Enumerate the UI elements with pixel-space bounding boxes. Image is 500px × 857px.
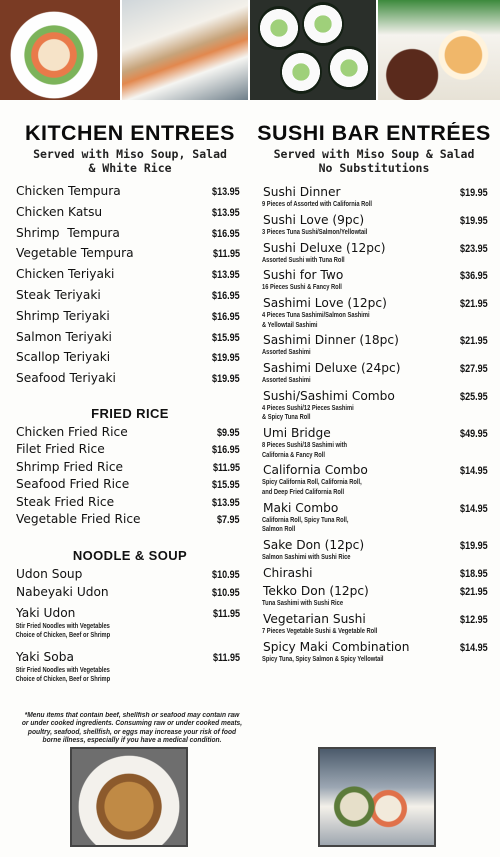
menu-item (14, 184, 246, 205)
sushi-bar-entrees-title: SUSHI BAR ENTRÉES (257, 122, 491, 145)
menu-item-with-desc (258, 538, 490, 561)
item-price: $13.95 (212, 496, 240, 509)
noodle-soup-heading: NOODLE & SOUP (72, 547, 188, 563)
item-price: $16.95 (212, 227, 240, 240)
item-price: $18.95 (460, 567, 488, 580)
item-description: California & Fancy Roll (262, 449, 325, 459)
menu-item-with-desc (258, 333, 490, 356)
item-price: $49.95 (460, 428, 488, 441)
menu-item-with-desc (258, 584, 490, 607)
item-price: $11.95 (212, 461, 240, 474)
item-name: Nabeyaki Udon (16, 584, 109, 599)
item-name: Yaki Udon (16, 605, 76, 620)
item-description: Stir Fried Noodles with Vegetables (15, 620, 110, 630)
item-name: Sushi Love (9pc) (263, 212, 365, 227)
item-price: $10.95 (212, 568, 240, 581)
fried-rice-list (14, 425, 246, 530)
item-description: 9 Pieces of Assorted with California Roll (262, 199, 373, 208)
item-name: Steak Teriyaki (16, 287, 101, 302)
menu-item (258, 426, 490, 440)
kitchen-menu-list (14, 184, 246, 392)
item-name: Udon Soup (16, 566, 83, 581)
item-description: & Spicy Tuna Roll (262, 412, 311, 422)
menu-item (14, 205, 246, 226)
item-name: Yaki Soba (16, 649, 74, 664)
item-description: 3 Pieces Tuna Sushi/Salmon/Yellowtail (262, 226, 368, 236)
item-description: Assorted Sushi with Tuna Roll (262, 254, 345, 264)
item-price: $7.95 (217, 514, 240, 527)
menu-item (14, 350, 246, 371)
item-name: Vegetable Fried Rice (16, 512, 141, 527)
item-description: Choice of Chicken, Beef or Shrimp (15, 674, 111, 684)
menu-item (258, 241, 490, 255)
item-price: $36.95 (460, 270, 488, 283)
item-description: Assorted Sashimi (262, 347, 311, 357)
menu-item (258, 584, 490, 598)
menu-item (14, 267, 246, 288)
item-name: Seafood Teriyaki (16, 371, 116, 386)
item-name: Sake Don (12pc) (263, 537, 365, 552)
item-name: Sushi/Sashimi Combo (263, 388, 395, 403)
item-price: $19.95 (212, 352, 240, 365)
sushi-column (258, 122, 490, 667)
item-price: $9.95 (217, 426, 240, 439)
item-price: $19.95 (460, 187, 488, 199)
item-name: Vegetable Tempura (16, 246, 134, 261)
menu-item (258, 463, 490, 477)
item-name: Umi Bridge (263, 426, 331, 441)
sushi-roll-plate-photo (318, 747, 436, 847)
menu-item-with-desc (258, 268, 490, 291)
menu-item-with-desc (14, 606, 246, 640)
menu-item (14, 309, 246, 330)
menu-item-with-desc (258, 426, 490, 459)
item-description: Tuna Sashimi with Sushi Rice (262, 597, 344, 607)
item-price: $15.95 (212, 479, 240, 492)
item-price: $16.95 (212, 289, 240, 302)
menu-item (14, 425, 246, 443)
menu-item (258, 612, 490, 626)
item-price: $12.95 (460, 613, 488, 626)
menu-item (14, 246, 246, 267)
menu-item-with-desc (258, 501, 490, 534)
menu-item-with-desc (258, 640, 490, 663)
yaki-soba-photo (70, 747, 188, 847)
sushi-rolls-photo (250, 0, 378, 100)
item-description: and Deep Fried California Roll (262, 486, 345, 496)
item-name: Shrimp Fried Rice (16, 459, 124, 474)
item-description: Choice of Chicken, Beef or Shrimp (15, 630, 111, 640)
item-name: Shrimp Teriyaki (16, 308, 110, 323)
menu-item (258, 213, 490, 227)
item-name: Scallop Teriyaki (16, 350, 111, 365)
menu-item (14, 477, 246, 495)
item-name: Chirashi (263, 565, 313, 580)
item-price: $19.95 (460, 539, 488, 552)
item-price: $13.95 (212, 269, 240, 282)
menu-item (258, 501, 490, 515)
item-name: Filet Fried Rice (16, 442, 105, 457)
item-description: California Roll, Spicy Tuna Roll, (262, 514, 349, 524)
tempura-plate-photo (378, 0, 500, 100)
menu-item (14, 226, 246, 247)
sushi-subtitle: Served with Miso Soup & Salad No Substitutions (273, 147, 475, 175)
item-price: $19.95 (460, 214, 488, 227)
item-price: $13.95 (212, 206, 240, 219)
sashimi-bowl-photo (0, 0, 122, 100)
item-description: Salmon Sashimi with Sushi Rice (262, 551, 351, 561)
menu-item (14, 495, 246, 513)
item-price: $19.95 (212, 373, 240, 386)
item-name: Sushi Deluxe (12pc) (263, 240, 386, 255)
item-name: Maki Combo (263, 500, 339, 515)
item-description: Assorted Sashimi (262, 375, 311, 385)
item-name: Spicy Maki Combination (263, 639, 410, 654)
item-name: Sushi for Two (263, 268, 344, 283)
item-name: California Combo (263, 463, 368, 478)
menu-item-with-desc (258, 213, 490, 236)
menu-item (14, 330, 246, 351)
menu-item (14, 606, 246, 620)
menu-item (14, 442, 246, 460)
item-name: Vegetarian Sushi (263, 611, 366, 626)
menu-item-with-desc (258, 185, 490, 208)
kitchen-entrees-title: KITCHEN ENTREES (25, 122, 235, 145)
item-price: $21.95 (460, 335, 488, 348)
menu-item-with-desc (258, 463, 490, 496)
item-description: & Yellowtail Sashimi (262, 319, 318, 329)
item-price: $16.95 (212, 444, 240, 457)
menu-item-with-desc (258, 612, 490, 635)
menu-item (14, 567, 246, 585)
item-price: $21.95 (460, 585, 488, 598)
item-name: Chicken Fried Rice (16, 424, 128, 439)
item-description: Spicy California Roll, California Roll, (262, 477, 362, 487)
menu-item (258, 361, 490, 375)
item-price: $25.95 (460, 390, 488, 403)
menu-item-with-desc (258, 296, 490, 329)
item-description: Salmon Roll (262, 524, 296, 533)
menu-item-with-desc (14, 650, 246, 684)
item-price: $14.95 (460, 641, 488, 654)
item-price: $11.95 (212, 248, 240, 261)
item-description: 8 Pieces Sushi/18 Sashimi with (262, 440, 348, 450)
item-name: Tekko Don (12pc) (263, 583, 369, 598)
item-name: Salmon Teriyaki (16, 329, 112, 344)
item-description: 7 Pieces Vegetable Sushi & Vegetable Roll (262, 625, 378, 635)
kitchen-subtitle: Served with Miso Soup, Salad & White Rice (33, 147, 227, 175)
item-price: $14.95 (460, 465, 488, 478)
item-price: $15.95 (212, 331, 240, 344)
item-name: Sashimi Deluxe (24pc) (263, 361, 401, 376)
item-name: Sashimi Dinner (18pc) (263, 333, 399, 348)
item-description: 4 Pieces Tuna Sashimi/Salmon Sashimi (262, 310, 370, 320)
photo-strip (0, 0, 500, 100)
item-description: 4 Pieces Sushi/12 Pieces Sashimi (262, 402, 354, 412)
item-price: $23.95 (460, 242, 488, 255)
sushi-menu-list (258, 185, 490, 663)
menu-item (258, 566, 490, 580)
menu-item (14, 460, 246, 478)
menu-item (14, 650, 246, 664)
food-safety-disclaimer: *Menu items that contain beef, shellfish or seafood may contain raw or under cooked ingredients. Consuming raw or under cooked meats, poultry, seafood, shellfish, or eggs may increase your risk of food borne illness, especially if you have a medical condition. (21, 712, 243, 745)
menu-item (258, 333, 490, 347)
menu-item (258, 640, 490, 654)
grilled-fish-photo (122, 0, 250, 100)
item-name: Sushi Dinner (263, 185, 341, 199)
item-price: $16.95 (212, 310, 240, 323)
item-description: 16 Pieces Sushi & Fancy Roll (262, 282, 342, 292)
item-description: Spicy Tuna, Spicy Salmon & Spicy Yellowtail (262, 653, 384, 663)
menu-item (258, 296, 490, 310)
item-name: Sashimi Love (12pc) (263, 296, 387, 311)
item-price: $21.95 (460, 298, 488, 311)
item-name: Chicken Teriyaki (16, 267, 115, 282)
menu-item (258, 268, 490, 282)
item-description: Stir Fried Noodles with Vegetables (15, 664, 110, 674)
fried-rice-heading: FRIED RICE (91, 405, 169, 421)
item-name: Steak Fried Rice (16, 494, 115, 509)
menu-item-with-desc (258, 241, 490, 264)
item-price: $27.95 (460, 363, 488, 376)
menu-item (258, 538, 490, 552)
menu-item (14, 585, 246, 605)
menu-item-with-desc (258, 389, 490, 422)
item-name: Chicken Tempura (16, 184, 121, 198)
item-price: $11.95 (212, 651, 240, 664)
menu-item (14, 512, 246, 530)
menu-item (258, 389, 490, 403)
item-name: Chicken Katsu (16, 204, 103, 219)
item-price: $11.95 (212, 607, 240, 620)
kitchen-column (14, 122, 246, 684)
noodle-soup-list (14, 567, 246, 684)
item-price: $10.95 (212, 586, 240, 599)
item-price: $13.95 (212, 186, 240, 198)
item-price: $14.95 (460, 502, 488, 515)
item-name: Shrimp Tempura (16, 225, 120, 240)
menu-item-with-desc (258, 361, 490, 384)
item-name: Seafood Fried Rice (16, 477, 130, 492)
menu-item (14, 371, 246, 392)
menu-item (14, 288, 246, 309)
menu-item-with-desc (258, 566, 490, 580)
menu-item (258, 185, 490, 199)
